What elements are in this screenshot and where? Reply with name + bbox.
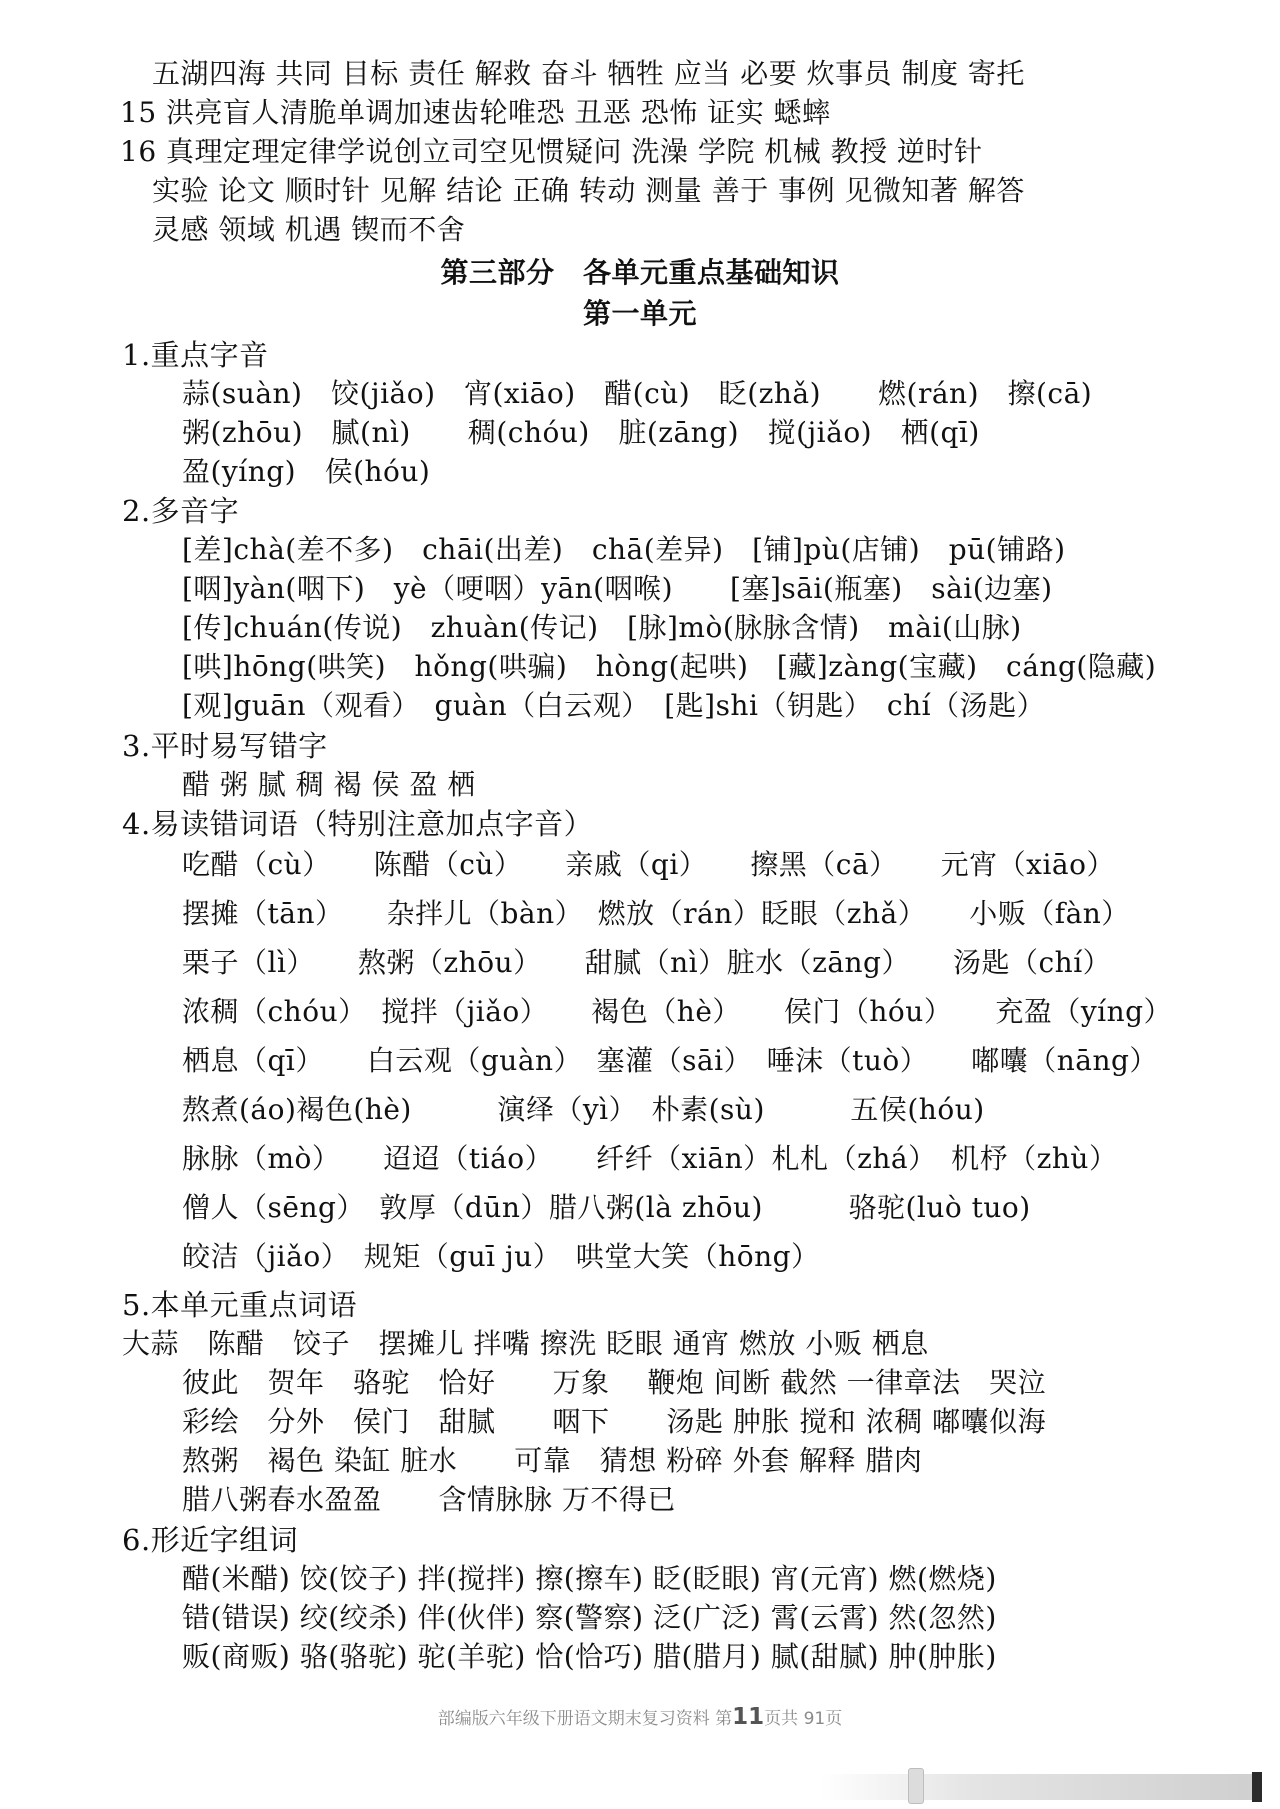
char-row: 醋 粥 腻 稠 褐 侯 盈 栖 — [182, 768, 476, 801]
key-words-row: 熬粥 褐色 染缸 脏水 可靠 猜想 粉碎 外套 解释 腊肉 — [182, 1444, 923, 1477]
section-heading: 4.易读错词语（特别注意加点字音） — [122, 807, 594, 841]
polyphone-row: [差]chà(差不多) chāi(出差) chā(差异) [铺]pù(店铺) pū(铺路) — [182, 533, 1066, 566]
section-heading: 1.重点字音 — [122, 338, 269, 372]
word-row: 栗子（lì） 熬粥（zhōu） 甜腻（nì）脏水（zāng） 汤匙（chí） — [182, 946, 1112, 979]
similar-char-row: 错(错误) 绞(绞杀) 伴(伙伴) 察(警察) 泛(广泛) 霄(云霄) 然(忽然) — [182, 1601, 997, 1634]
key-words-row: 彼此 贺年 骆驼 恰好 万象 鞭炮 间断 截然 一律章法 哭泣 — [182, 1366, 1047, 1399]
polyphone-row: [观]guān（观看） guàn（白云观） [匙]shi（钥匙） chí（汤匙） — [182, 689, 1046, 722]
unit-title: 第一单元 — [582, 297, 697, 330]
vocab-line: 灵感 领域 机遇 锲而不舍 — [152, 213, 466, 246]
word-row: 僧人（sēng） 敦厚（dūn）腊八粥(là zhōu) 骆驼(luò tuo) — [182, 1191, 1031, 1224]
footer-suffix: 页共 91页 — [764, 1709, 843, 1729]
scrollbar-end-cap — [1252, 1772, 1262, 1802]
horizontal-scrollbar[interactable] — [820, 1774, 1260, 1800]
word-row: 皎洁（jiǎo） 规矩（guī ju） 哄堂大笑（hōng） — [182, 1240, 820, 1273]
word-row: 浓稠（chóu） 搅拌（jiǎo） 褐色（hè） 侯门（hóu） 充盈（yíng） — [182, 995, 1173, 1028]
similar-char-row: 贩(商贩) 骆(骆驼) 驼(羊驼) 恰(恰巧) 腊(腊月) 腻(甜腻) 肿(肿胀) — [182, 1640, 997, 1673]
vocab-line: 五湖四海 共同 目标 责任 解救 奋斗 牺牲 应当 必要 炊事员 制度 寄托 — [152, 57, 1025, 90]
section-heading: 6.形近字组词 — [122, 1523, 299, 1557]
word-row: 摆摊（tān） 杂拌儿（bàn） 燃放（rán）眨眼（zhǎ） 小贩（fàn） — [182, 897, 1130, 930]
polyphone-row: [哄]hōng(哄笑) hǒng(哄骗) hòng(起哄) [藏]zàng(宝藏) cáng(隐藏) — [182, 650, 1157, 683]
pinyin-row: 蒜(suàn) 饺(jiǎo) 宵(xiāo) 醋(cù) 眨(zhǎ) 燃(rán) 擦(cā) — [182, 377, 1093, 410]
page-number: 11 — [732, 1704, 765, 1730]
section-heading: 3.平时易写错字 — [122, 729, 328, 763]
pinyin-row: 盈(yíng) 侯(hóu) — [182, 455, 431, 488]
vocab-line: 实验 论文 顺时针 见解 结论 正确 转动 测量 善于 事例 见微知著 解答 — [152, 174, 1025, 207]
similar-char-row: 醋(米醋) 饺(饺子) 拌(搅拌) 擦(擦车) 眨(眨眼) 宵(元宵) 燃(燃烧) — [182, 1562, 997, 1595]
key-words-row: 腊八粥春水盈盈 含情脉脉 万不得已 — [182, 1483, 676, 1516]
section-heading: 2.多音字 — [122, 494, 240, 528]
polyphone-row: [咽]yàn(咽下) yè（哽咽）yān(咽喉) [塞]sāi(瓶塞) sài(边塞) — [182, 572, 1053, 605]
page-footer — [0, 1704, 1280, 1730]
word-row: 熬煮(áo)褐色(hè) 演绎（yì） 朴素(sù) 五侯(hóu) — [182, 1093, 985, 1126]
polyphone-row: [传]chuán(传说) zhuàn(传记) [脉]mò(脉脉含情) mài(山脉) — [182, 611, 1022, 644]
word-row: 栖息（qī） 白云观（guàn） 塞灌（sāi） 唾沫（tuò） 嘟囔（nāng） — [182, 1044, 1158, 1077]
section-heading: 5.本单元重点词语 — [122, 1288, 358, 1322]
lesson-16-line: 16 真理定理定律学说创立司空见惯疑问 洗澡 学院 机械 教授 逆时针 — [120, 135, 983, 168]
word-row: 吃醋（cù） 陈醋（cù） 亲戚（qi） 擦黑（cā） 元宵（xiāo） — [182, 848, 1115, 881]
section-title: 第三部分 各单元重点基础知识 — [440, 256, 840, 289]
pinyin-row: 粥(zhōu) 腻(nì) 稠(chóu) 脏(zāng) 搅(jiǎo) 栖(qī) — [182, 416, 980, 449]
footer-prefix: 部编版六年级下册语文期末复习资料 第 — [437, 1709, 733, 1729]
scrollbar-thumb[interactable] — [908, 1768, 924, 1804]
word-row: 脉脉（mò） 迢迢（tiáo） 纤纤（xiān）札札（zhá） 机杼（zhù） — [182, 1142, 1118, 1175]
key-words-row: 大蒜 陈醋 饺子 摆摊儿 拌嘴 擦洗 眨眼 通宵 燃放 小贩 栖息 — [122, 1327, 929, 1360]
key-words-row: 彩绘 分外 侯门 甜腻 咽下 汤匙 肿胀 搅和 浓稠 嘟囔似海 — [182, 1405, 1047, 1438]
lesson-15-line: 15 洪亮盲人清脆单调加速齿轮唯恐 丑恶 恐怖 证实 蟋蟀 — [120, 96, 831, 129]
